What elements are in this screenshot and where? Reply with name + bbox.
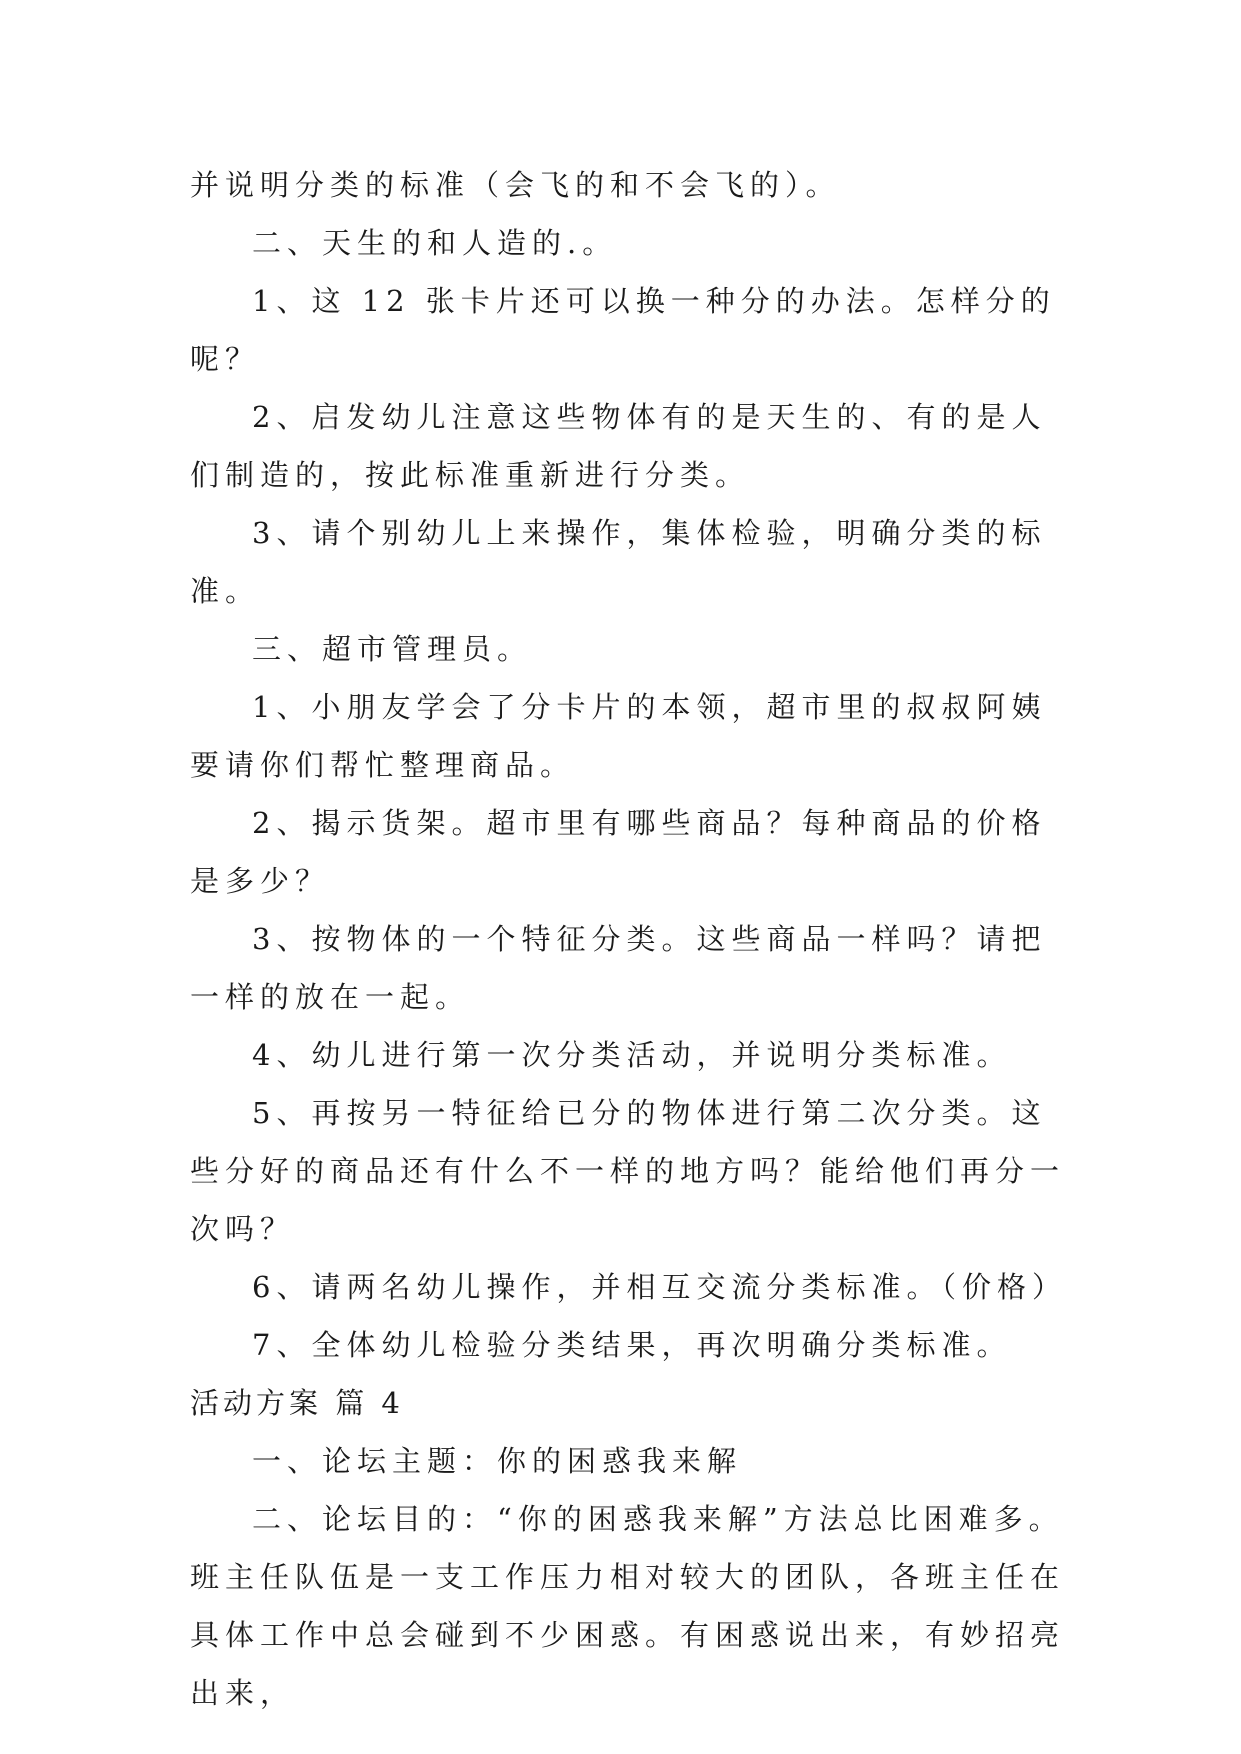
- list-item: 2、启发幼儿注意这些物体有的是天生的、有的是人们制造的，按此标准重新进行分类。: [190, 400, 1047, 492]
- section-heading-3: 三、超市管理员。: [252, 632, 533, 666]
- paragraph-continuation: 并说明分类的标准（会飞的和不会飞的）。: [190, 168, 841, 202]
- list-item: 1、小朋友学会了分卡片的本领，超市里的叔叔阿姨要请你们帮忙整理商品。: [190, 690, 1047, 782]
- list-item: 3、按物体的一个特征分类。这些商品一样吗？请把一样的放在一起。: [190, 922, 1047, 1014]
- list-item: 1、这 12 张卡片还可以换一种分的办法。怎样分的呢？: [190, 284, 1056, 376]
- list-item: 6、请两名幼儿操作，并相互交流分类标准。（价格）: [252, 1270, 1067, 1304]
- list-item: 4、幼儿进行第一次分类活动，并说明分类标准。: [252, 1038, 1012, 1072]
- section-heading-2: 二、天生的和人造的.。: [252, 226, 618, 260]
- list-item: 2、揭示货架。超市里有哪些商品？每种商品的价格是多少？: [190, 806, 1047, 898]
- list-item: 7、全体幼儿检验分类结果，再次明确分类标准。: [252, 1328, 1012, 1362]
- list-item: 5、再按另一特征给已分的物体进行第二次分类。这些分好的商品还有什么不一样的地方吗？能给他们再分一次吗？: [190, 1096, 1066, 1246]
- list-item: 3、请个别幼儿上来操作，集体检验，明确分类的标准。: [190, 516, 1047, 608]
- paragraph: 二、论坛目的：“你的困惑我来解”方法总比困难多。班主任队伍是一支工作压力相对较大的团队，各班主任在具体工作中总会碰到不少困惑。有困惑说出来，有妙招亮出来，: [190, 1502, 1066, 1710]
- article-heading: 活动方案 篇 4: [190, 1386, 404, 1420]
- document-body: [190, 156, 1070, 1722]
- section-heading-1: 一、论坛主题：你的困惑我来解: [252, 1444, 743, 1478]
